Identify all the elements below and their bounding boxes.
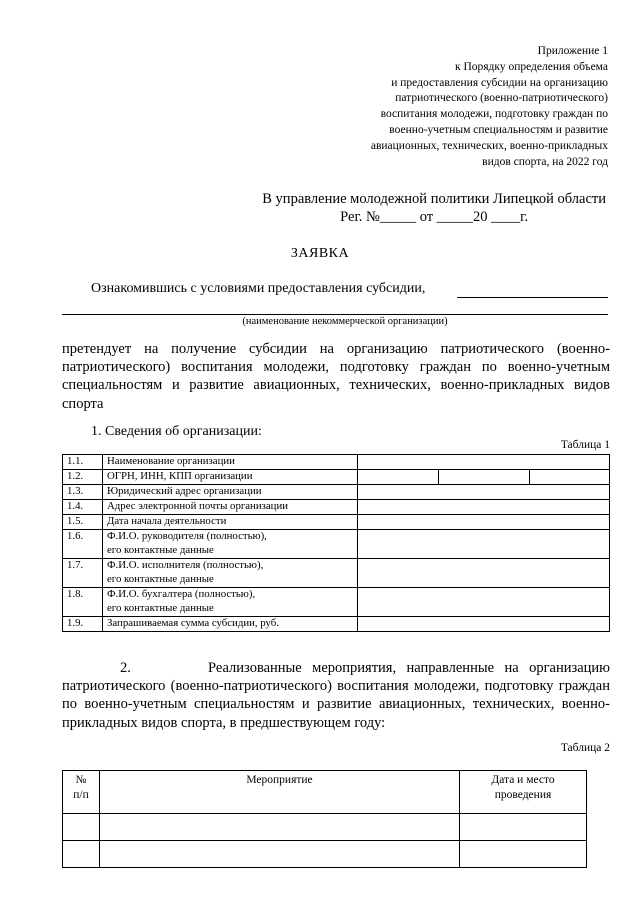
row-label: Ф.И.О. руководителя (полностью), его контактные данные — [103, 530, 358, 559]
organization-name-caption: (наименование некоммерческой организации) — [242, 316, 448, 327]
appendix-line: Приложение 1 — [537, 45, 608, 57]
table1-caption: Таблица 1 — [560, 439, 610, 451]
row-number: 1.7. — [63, 559, 103, 588]
row-number: 1.2. — [63, 470, 103, 485]
table-row — [63, 617, 610, 632]
value-cell[interactable] — [358, 485, 610, 500]
row-number: 1.3. — [63, 485, 103, 500]
appendix-line: воспитания молодежи, подготовку граждан по — [380, 108, 608, 121]
inn-cell[interactable] — [439, 470, 530, 485]
row-number: 1.8. — [63, 588, 103, 617]
table-row — [63, 470, 610, 485]
row-number: 1.9. — [63, 617, 103, 632]
section2-paragraph — [62, 659, 610, 732]
table-row — [63, 500, 610, 515]
appendix-line: патриотического (военно-патриотического) — [395, 92, 608, 105]
table2-caption: Таблица 2 — [560, 742, 610, 754]
appendix-line: к Порядку определения объема — [454, 60, 608, 73]
organization-info-table — [62, 454, 610, 632]
value-cell[interactable] — [358, 530, 610, 559]
value-cell[interactable] — [358, 455, 610, 470]
header-number: № п/п — [63, 771, 100, 814]
table-row — [63, 559, 610, 588]
row-label: Наименование организации — [103, 455, 358, 470]
appendix-line: военно-учетным специальностям и развитие — [389, 123, 608, 136]
value-cell[interactable] — [358, 617, 610, 632]
section2-number: 2. — [120, 660, 131, 676]
cell[interactable] — [460, 841, 587, 868]
addressee-line: В управление молодежной политики Липецкой области — [262, 191, 606, 207]
cell[interactable] — [63, 814, 100, 841]
ogrn-cell[interactable] — [358, 470, 439, 485]
section2-text: Реализованные мероприятия, направленные на организацию патриотического (военно-патриотического) воспитания молодежи, подготовку граждан по военно-учетным специальностям и развитие авиационных, технических, военно-прикладных видов спорта, в предшествующем году: — [62, 660, 610, 731]
table-row — [63, 841, 587, 868]
row-label: Ф.И.О. бухгалтера (полностью), его контактные данные — [103, 588, 358, 617]
row-number: 1.5. — [63, 515, 103, 530]
row-label: Юридический адрес организации — [103, 485, 358, 500]
header-date-place: Дата и место проведения — [460, 771, 587, 814]
row-label: Запрашиваемая сумма субсидии, руб. — [103, 617, 358, 632]
row-label: ОГРН, ИНН, КПП организации — [103, 470, 358, 485]
row-label: Ф.И.О. исполнителя (полностью), его контактные данные — [103, 559, 358, 588]
value-cell[interactable] — [358, 588, 610, 617]
table-row — [63, 814, 587, 841]
section1-heading: 1. Сведения об организации: — [91, 424, 262, 439]
row-label: Адрес электронной почты организации — [103, 500, 358, 515]
table-header-row — [63, 771, 587, 814]
organization-name-blank[interactable] — [457, 297, 608, 298]
cell[interactable] — [63, 841, 100, 868]
appendix-line: авиационных, технических, военно-прикладных — [370, 139, 608, 152]
table-row — [63, 588, 610, 617]
row-number: 1.6. — [63, 530, 103, 559]
table-row — [63, 530, 610, 559]
table-row — [63, 485, 610, 500]
appendix-note — [308, 44, 608, 170]
value-cell[interactable] — [358, 559, 610, 588]
header-event: Мероприятие — [100, 771, 460, 814]
intro-text: Ознакомившись с условиями предоставления субсидии, — [91, 281, 426, 296]
document-title: ЗАЯВКА — [290, 246, 350, 261]
table-row — [63, 515, 610, 530]
value-cell[interactable] — [358, 500, 610, 515]
cell[interactable] — [100, 841, 460, 868]
appendix-line: и предоставления субсидии на организацию — [391, 76, 608, 89]
row-number: 1.1. — [63, 455, 103, 470]
addressee-block — [262, 190, 606, 226]
cell[interactable] — [100, 814, 460, 841]
registration-line: Рег. №_____ от _____20 ____г. — [340, 209, 529, 225]
row-label: Дата начала деятельности — [103, 515, 358, 530]
value-cell[interactable] — [358, 515, 610, 530]
organization-name-blank-line[interactable] — [62, 314, 608, 315]
appendix-line: видов спорта, на 2022 год — [482, 155, 608, 168]
kpp-cell[interactable] — [530, 470, 610, 485]
events-table — [62, 770, 587, 868]
claim-paragraph: претендует на получение субсидии на организацию патриотического (военно-патриотического) воспитания молодежи, подготовку граждан по военно-учетным специальностям и развитие авиационных, технических, военно-прикладных видов спорта — [62, 341, 610, 412]
row-number: 1.4. — [63, 500, 103, 515]
cell[interactable] — [460, 814, 587, 841]
table-row — [63, 455, 610, 470]
